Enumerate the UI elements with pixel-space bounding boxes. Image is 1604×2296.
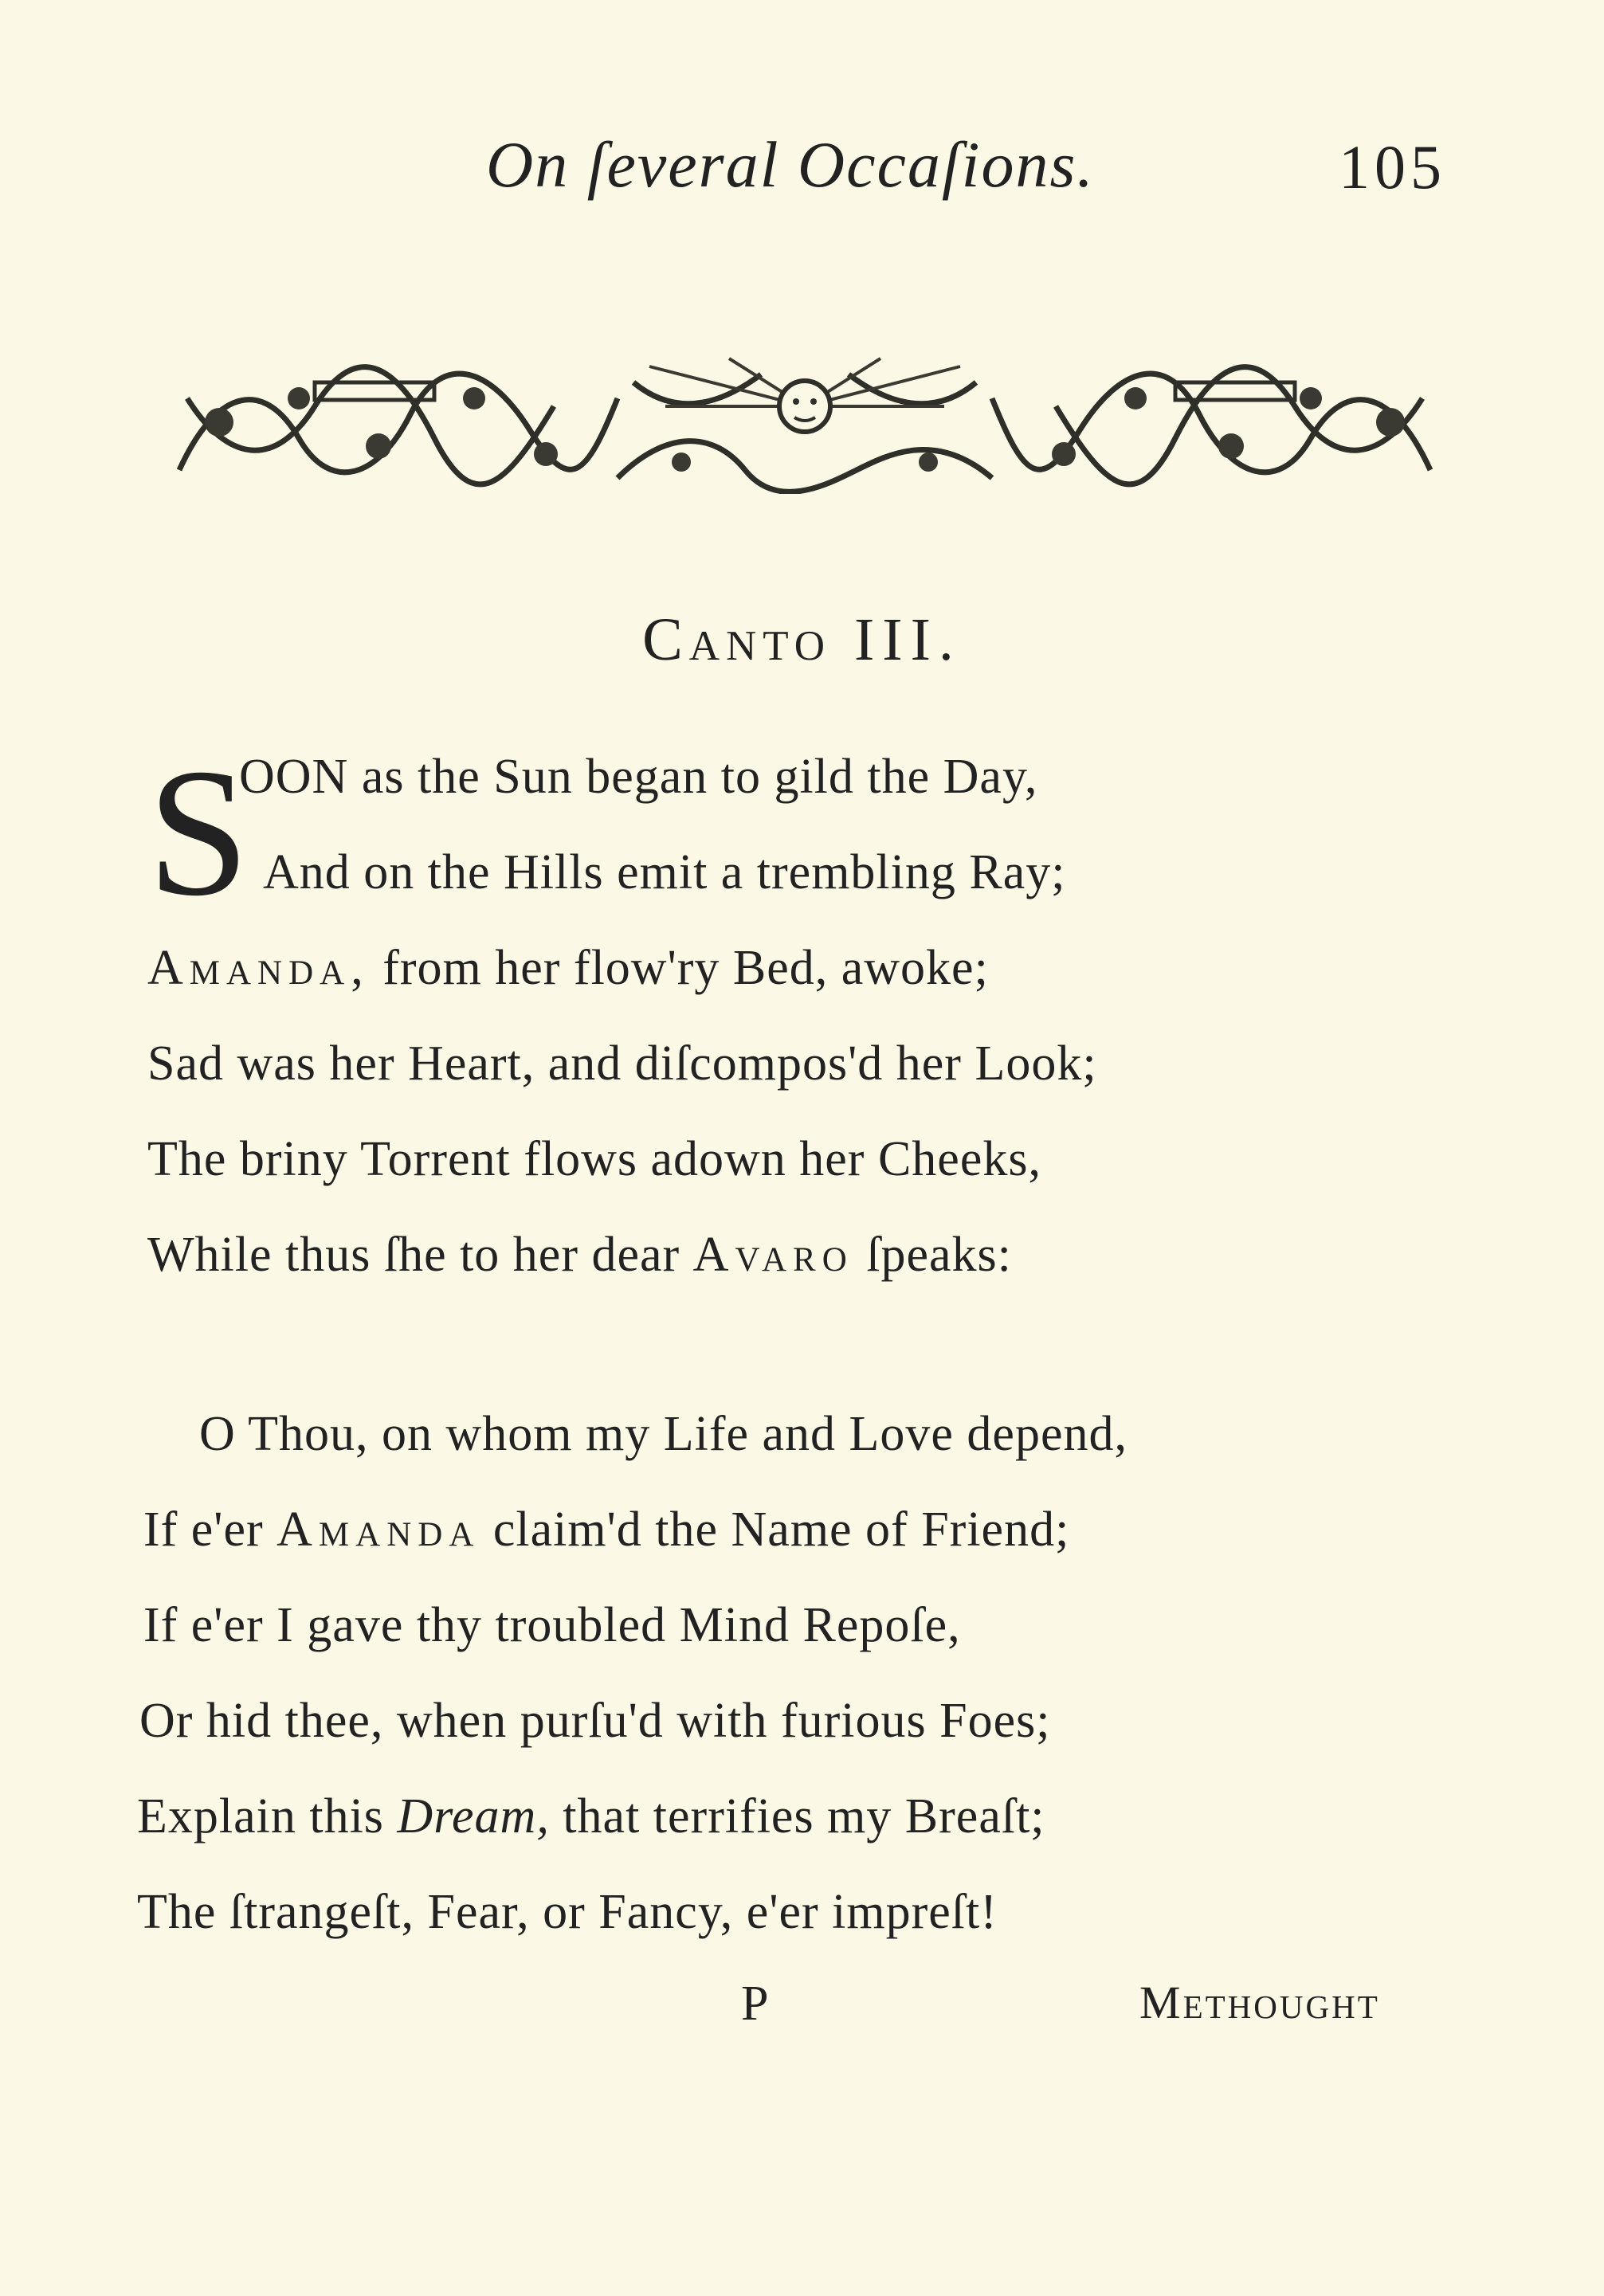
- canto-word: Canto: [642, 606, 831, 673]
- verse-line: And on the Hills emit a trembling Ray;: [263, 845, 1066, 899]
- verse-text: While thus ſhe to her dear: [147, 1228, 693, 1282]
- running-head: On ſeveral Occaſions.: [486, 128, 1095, 201]
- verse-line: OON as the Sun began to gild the Day,: [239, 750, 1038, 804]
- verse-line: Sad was her Heart, and diſcompos'd her Look;: [147, 1036, 1097, 1091]
- verse-text: that terrifies my Breaſt;: [549, 1789, 1045, 1843]
- verse-line: [147, 1227, 1012, 1283]
- verse-text: from her flow'ry Bed, awoke;: [369, 941, 989, 995]
- page-number: 105: [1339, 132, 1446, 202]
- canto-number: III.: [854, 606, 962, 673]
- verse-text: If e'er: [143, 1503, 277, 1557]
- verse-line: O Thou, on whom my Life and Love depend,: [199, 1407, 1128, 1461]
- verse-line: [137, 1789, 1045, 1845]
- character-name: Avaro: [692, 1228, 853, 1282]
- verse-line: The briny Torrent flows adown her Cheeks,: [147, 1132, 1041, 1186]
- drop-cap: S: [147, 731, 249, 934]
- verse-text: Explain this: [137, 1789, 398, 1843]
- headpiece-ornament: [171, 351, 1438, 494]
- character-name: Amanda: [276, 1503, 480, 1557]
- verse-text: ſpeaks:: [853, 1228, 1012, 1282]
- verse-line: If e'er I gave thy troubled Mind Repoſe,: [143, 1598, 961, 1652]
- character-name: Amanda,: [147, 941, 370, 995]
- canto-title: [0, 605, 1604, 675]
- verse-line: [143, 1502, 1069, 1558]
- signature-mark: P: [741, 1977, 769, 2031]
- verse-text: claim'd the Name of Friend;: [480, 1503, 1070, 1557]
- emphasized-word: Dream,: [397, 1789, 550, 1843]
- catchword: Methought: [1139, 1977, 1380, 2028]
- verse-line: [147, 940, 989, 997]
- verse-line: The ſtrangeſt, Fear, or Fancy, e'er impreſt!: [137, 1885, 998, 1939]
- verse-line: Or hid thee, when purſu'd with furious Foes;: [139, 1694, 1051, 1748]
